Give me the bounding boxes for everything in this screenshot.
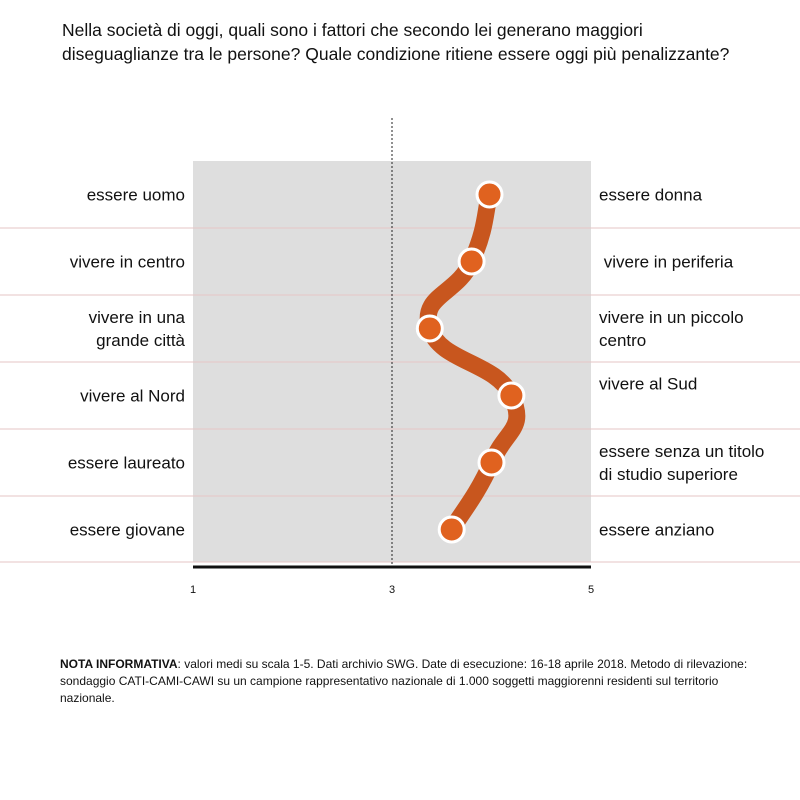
x-tick-label: 1	[189, 584, 197, 596]
x-tick-label: 3	[388, 584, 396, 596]
info-note	[60, 656, 770, 707]
right-row-label: essere donna	[599, 185, 703, 205]
right-row-label: di studio superiore	[599, 465, 738, 484]
right-row-label: centro	[599, 331, 647, 350]
data-point	[499, 383, 524, 408]
note-text: : valori medi su scala 1-5. Dati archivio SWG. Date di esecuzione: 16-18 aprile 2018. Metodo di rilevazione: sondaggio CATI-CAMI-CAWI su un campione rappresentativo nazionale di 1.000 soggetti maggiorenni residenti sul territorio nazionale.	[60, 657, 748, 705]
left-row-label: essere giovane	[69, 520, 185, 540]
left-row-label: essere uomo	[86, 185, 185, 205]
right-row-label: vivere al Sud	[599, 374, 698, 394]
data-point	[439, 517, 464, 542]
data-point	[479, 450, 504, 475]
right-row-label: essere anziano	[599, 520, 715, 540]
data-point	[477, 182, 502, 207]
left-row-label: vivere al Nord	[80, 386, 185, 406]
data-point	[417, 316, 442, 341]
left-row-label: vivere in centro	[69, 252, 185, 272]
left-row-label: grande città	[96, 331, 185, 350]
chart-title: Nella società di oggi, quali sono i fattori che secondo lei generano maggiori diseguaglianze tra le persone? Quale condizione ritiene essere oggi più penalizzante?	[62, 20, 730, 64]
data-point	[459, 249, 484, 274]
right-row-label: essere senza un titolo	[599, 442, 765, 461]
left-row-label: vivere in una	[88, 308, 185, 327]
right-row-label: vivere in un piccolo	[599, 308, 744, 327]
right-row-label: vivere in periferia	[599, 252, 734, 272]
x-tick-label: 5	[587, 584, 595, 596]
left-row-label: essere laureato	[67, 453, 185, 473]
note-heading: NOTA INFORMATIVA	[60, 657, 178, 671]
